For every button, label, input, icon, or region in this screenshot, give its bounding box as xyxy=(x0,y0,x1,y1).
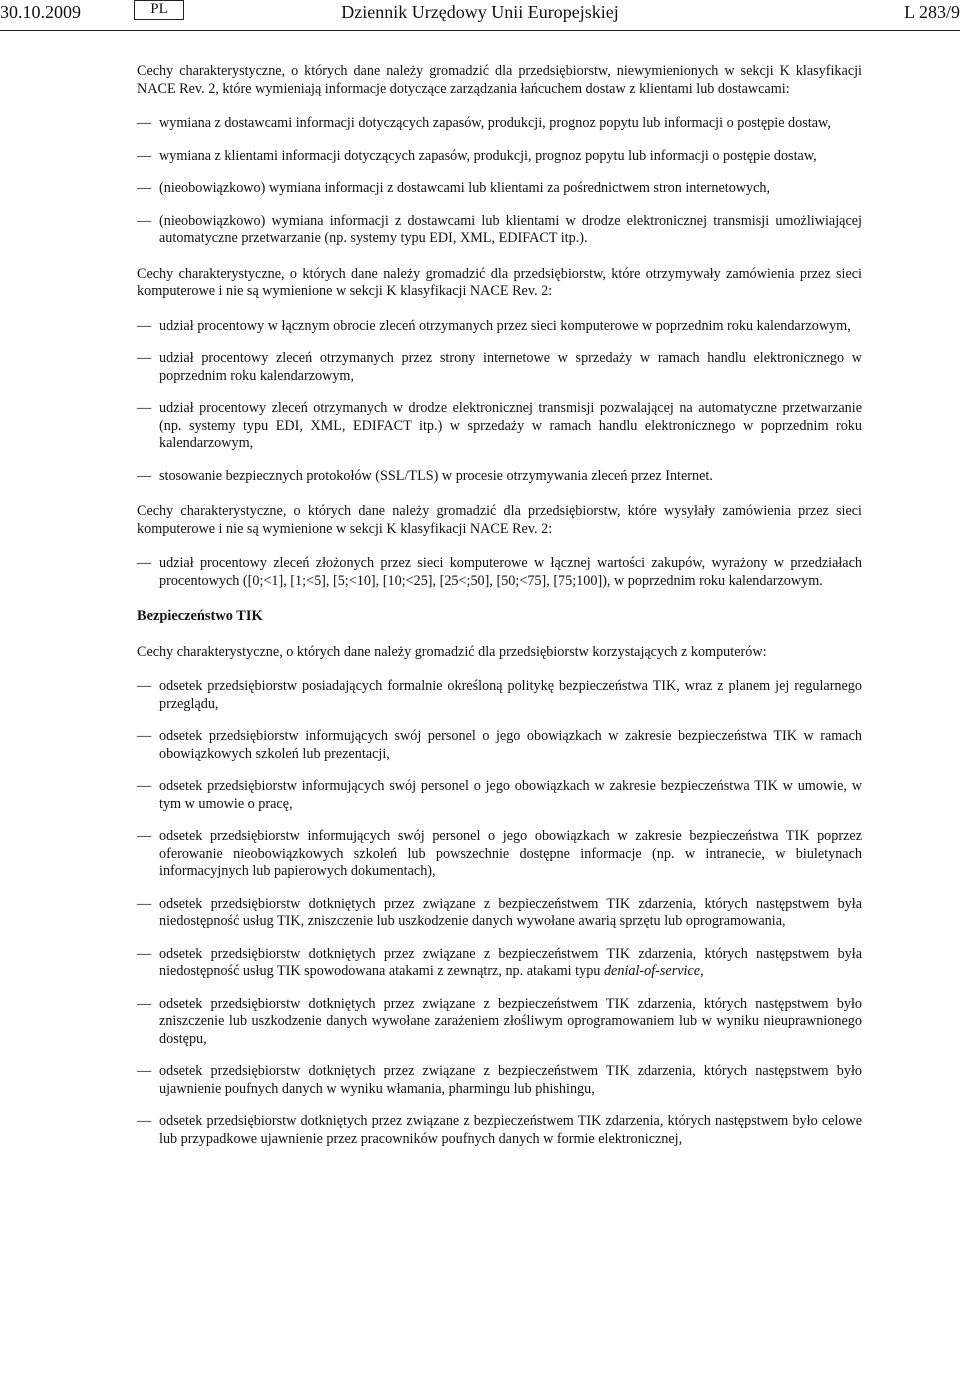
list-item: — odsetek przedsiębiorstw posiadających formalnie określoną politykę bezpieczeństwa TIK, wraz z planem jej regularnego przeglądu, xyxy=(137,678,862,713)
list-item: — odsetek przedsiębiorstw informujących swój personel o jego obowiązkach w zakresie bezpieczeństwa TIK poprzez oferowanie nieobowiązkowych szkoleń lub powszechnie dostępne informacje (np. w intranecie, w biuletynach informacyjnych lub papierowych dokumentach), xyxy=(137,828,862,881)
list-item: — odsetek przedsiębiorstw dotkniętych przez związane z bezpieczeństwem TIK zdarzenia, których następstwem było celowe lub przypadkowe ujawnienie przez pracowników poufnych danych w formie elektronicznej, xyxy=(137,1113,862,1148)
section-supply-chain xyxy=(137,63,862,248)
dash-list xyxy=(137,678,862,1148)
dash-list xyxy=(137,318,862,486)
list-item: — odsetek przedsiębiorstw informujących swój personel o jego obowiązkach w zakresie bezpieczeństwa TIK w umowie, w tym w umowie o pracę, xyxy=(137,778,862,813)
section-heading: Bezpieczeństwo TIK xyxy=(137,608,263,624)
publication-date: 30.10.2009 xyxy=(0,2,81,22)
dash-list xyxy=(137,555,862,590)
page-reference: L 283/9 xyxy=(904,2,960,22)
list-item: — udział procentowy w łącznym obrocie zleceń otrzymanych przez sieci komputerowe w poprzednim roku kalendarzowym, xyxy=(137,318,862,336)
journal-title: Dziennik Urzędowy Unii Europejskiej xyxy=(341,2,619,22)
section-ict-security xyxy=(137,608,862,1148)
list-item xyxy=(137,946,862,981)
list-item: — (nieobowiązkowo) wymiana informacji z dostawcami lub klientami w drodze elektronicznej transmisji umożliwiającej automatyczne przetwarzanie (np. systemy typu EDI, XML, EDIFACT itp.). xyxy=(137,213,862,248)
list-item: — udział procentowy zleceń otrzymanych w drodze elektronicznej transmisji pozwalającej na automatyczne przetwarzanie (np. systemy typu EDI, XML, EDIFACT itp.) w sprzedaży w ramach handlu elektronicznego w poprzednim roku kalendarzowym, xyxy=(137,400,862,453)
header-rule xyxy=(0,30,960,31)
section-intro: Cechy charakterystyczne, o których dane należy gromadzić dla przedsiębiorstw, które wysyłały zamówienia przez sieci komputerowe i nie są wymienione w sekcji K klasyfikacji NACE Rev. 2: xyxy=(137,503,862,537)
list-item: — wymiana z dostawcami informacji dotyczących zapasów, produkcji, prognoz popytu lub informacji o postępie dostaw, xyxy=(137,115,862,133)
list-item: — odsetek przedsiębiorstw informujących swój personel o jego obowiązkach w zakresie bezpieczeństwa TIK w ramach obowiązkowych szkoleń lub prezentacji, xyxy=(137,728,862,763)
dash-list xyxy=(137,115,862,248)
section-intro: Cechy charakterystyczne, o których dane należy gromadzić dla przedsiębiorstw korzystających z komputerów: xyxy=(137,643,767,660)
list-item: — odsetek przedsiębiorstw dotkniętych przez związane z bezpieczeństwem TIK zdarzenia, których następstwem było zniszczenie lub uszkodzenie danych wywołane zarażeniem złośliwym oprogramowaniem lub w wyniku nieuprawnionego dostępu, xyxy=(137,996,862,1049)
list-item: — odsetek przedsiębiorstw dotkniętych przez związane z bezpieczeństwem TIK zdarzenia, których następstwem była niedostępność usług TIK, zniszczenie lub uszkodzenie danych wywołane awarią sprzętu lub oprogramowania, xyxy=(137,896,862,931)
italic-term: denial-of-service, xyxy=(603,963,704,979)
list-item: — udział procentowy zleceń otrzymanych przez strony internetowe w sprzedaży w ramach handlu elektronicznego w poprzednim roku kalendarzowym, xyxy=(137,350,862,385)
section-received-orders xyxy=(137,266,862,486)
section-sent-orders xyxy=(137,503,862,590)
document-body xyxy=(137,63,862,1166)
list-item: — stosowanie bezpiecznych protokołów (SSL/TLS) w procesie otrzymywania zleceń przez Internet. xyxy=(137,468,862,486)
list-item-text: odsetek przedsiębiorstw dotkniętych przez związane z bezpieczeństwem TIK zdarzenia, których następstwem była niedostępność usług TIK spowodowana atakami z zewnątrz, np. atakami typu xyxy=(159,945,862,979)
list-item: — udział procentowy zleceń złożonych przez sieci komputerowe w łącznej wartości zakupów, wyrażony w przedziałach procentowych ([0;<1], [1;<5], [5;<10], [10;<25], [25<;50], [50;<75], [75;100]), w poprzednim roku kalendarzowym. xyxy=(137,555,862,590)
list-item: — wymiana z klientami informacji dotyczących zapasów, produkcji, prognoz popytu lub informacji o postępie dostaw, xyxy=(137,148,862,166)
page-header xyxy=(0,0,960,30)
section-intro: Cechy charakterystyczne, o których dane należy gromadzić dla przedsiębiorstw, niewymienionych w sekcji K klasyfikacji NACE Rev. 2, które wymieniają informacje dotyczące zarządzania łańcuchem dostaw z klientami lub dostawcami: xyxy=(137,63,862,97)
list-item: — odsetek przedsiębiorstw dotkniętych przez związane z bezpieczeństwem TIK zdarzenia, których następstwem było ujawnienie poufnych danych w wyniku włamania, pharmingu lub phishingu, xyxy=(137,1063,862,1098)
list-item: — (nieobowiązkowo) wymiana informacji z dostawcami lub klientami za pośrednictwem stron internetowych, xyxy=(137,180,862,198)
language-badge: PL xyxy=(134,0,184,20)
section-intro: Cechy charakterystyczne, o których dane należy gromadzić dla przedsiębiorstw, które otrzymywały zamówienia przez sieci komputerowe i nie są wymienione w sekcji K klasyfikacji NACE Rev. 2: xyxy=(137,265,862,299)
